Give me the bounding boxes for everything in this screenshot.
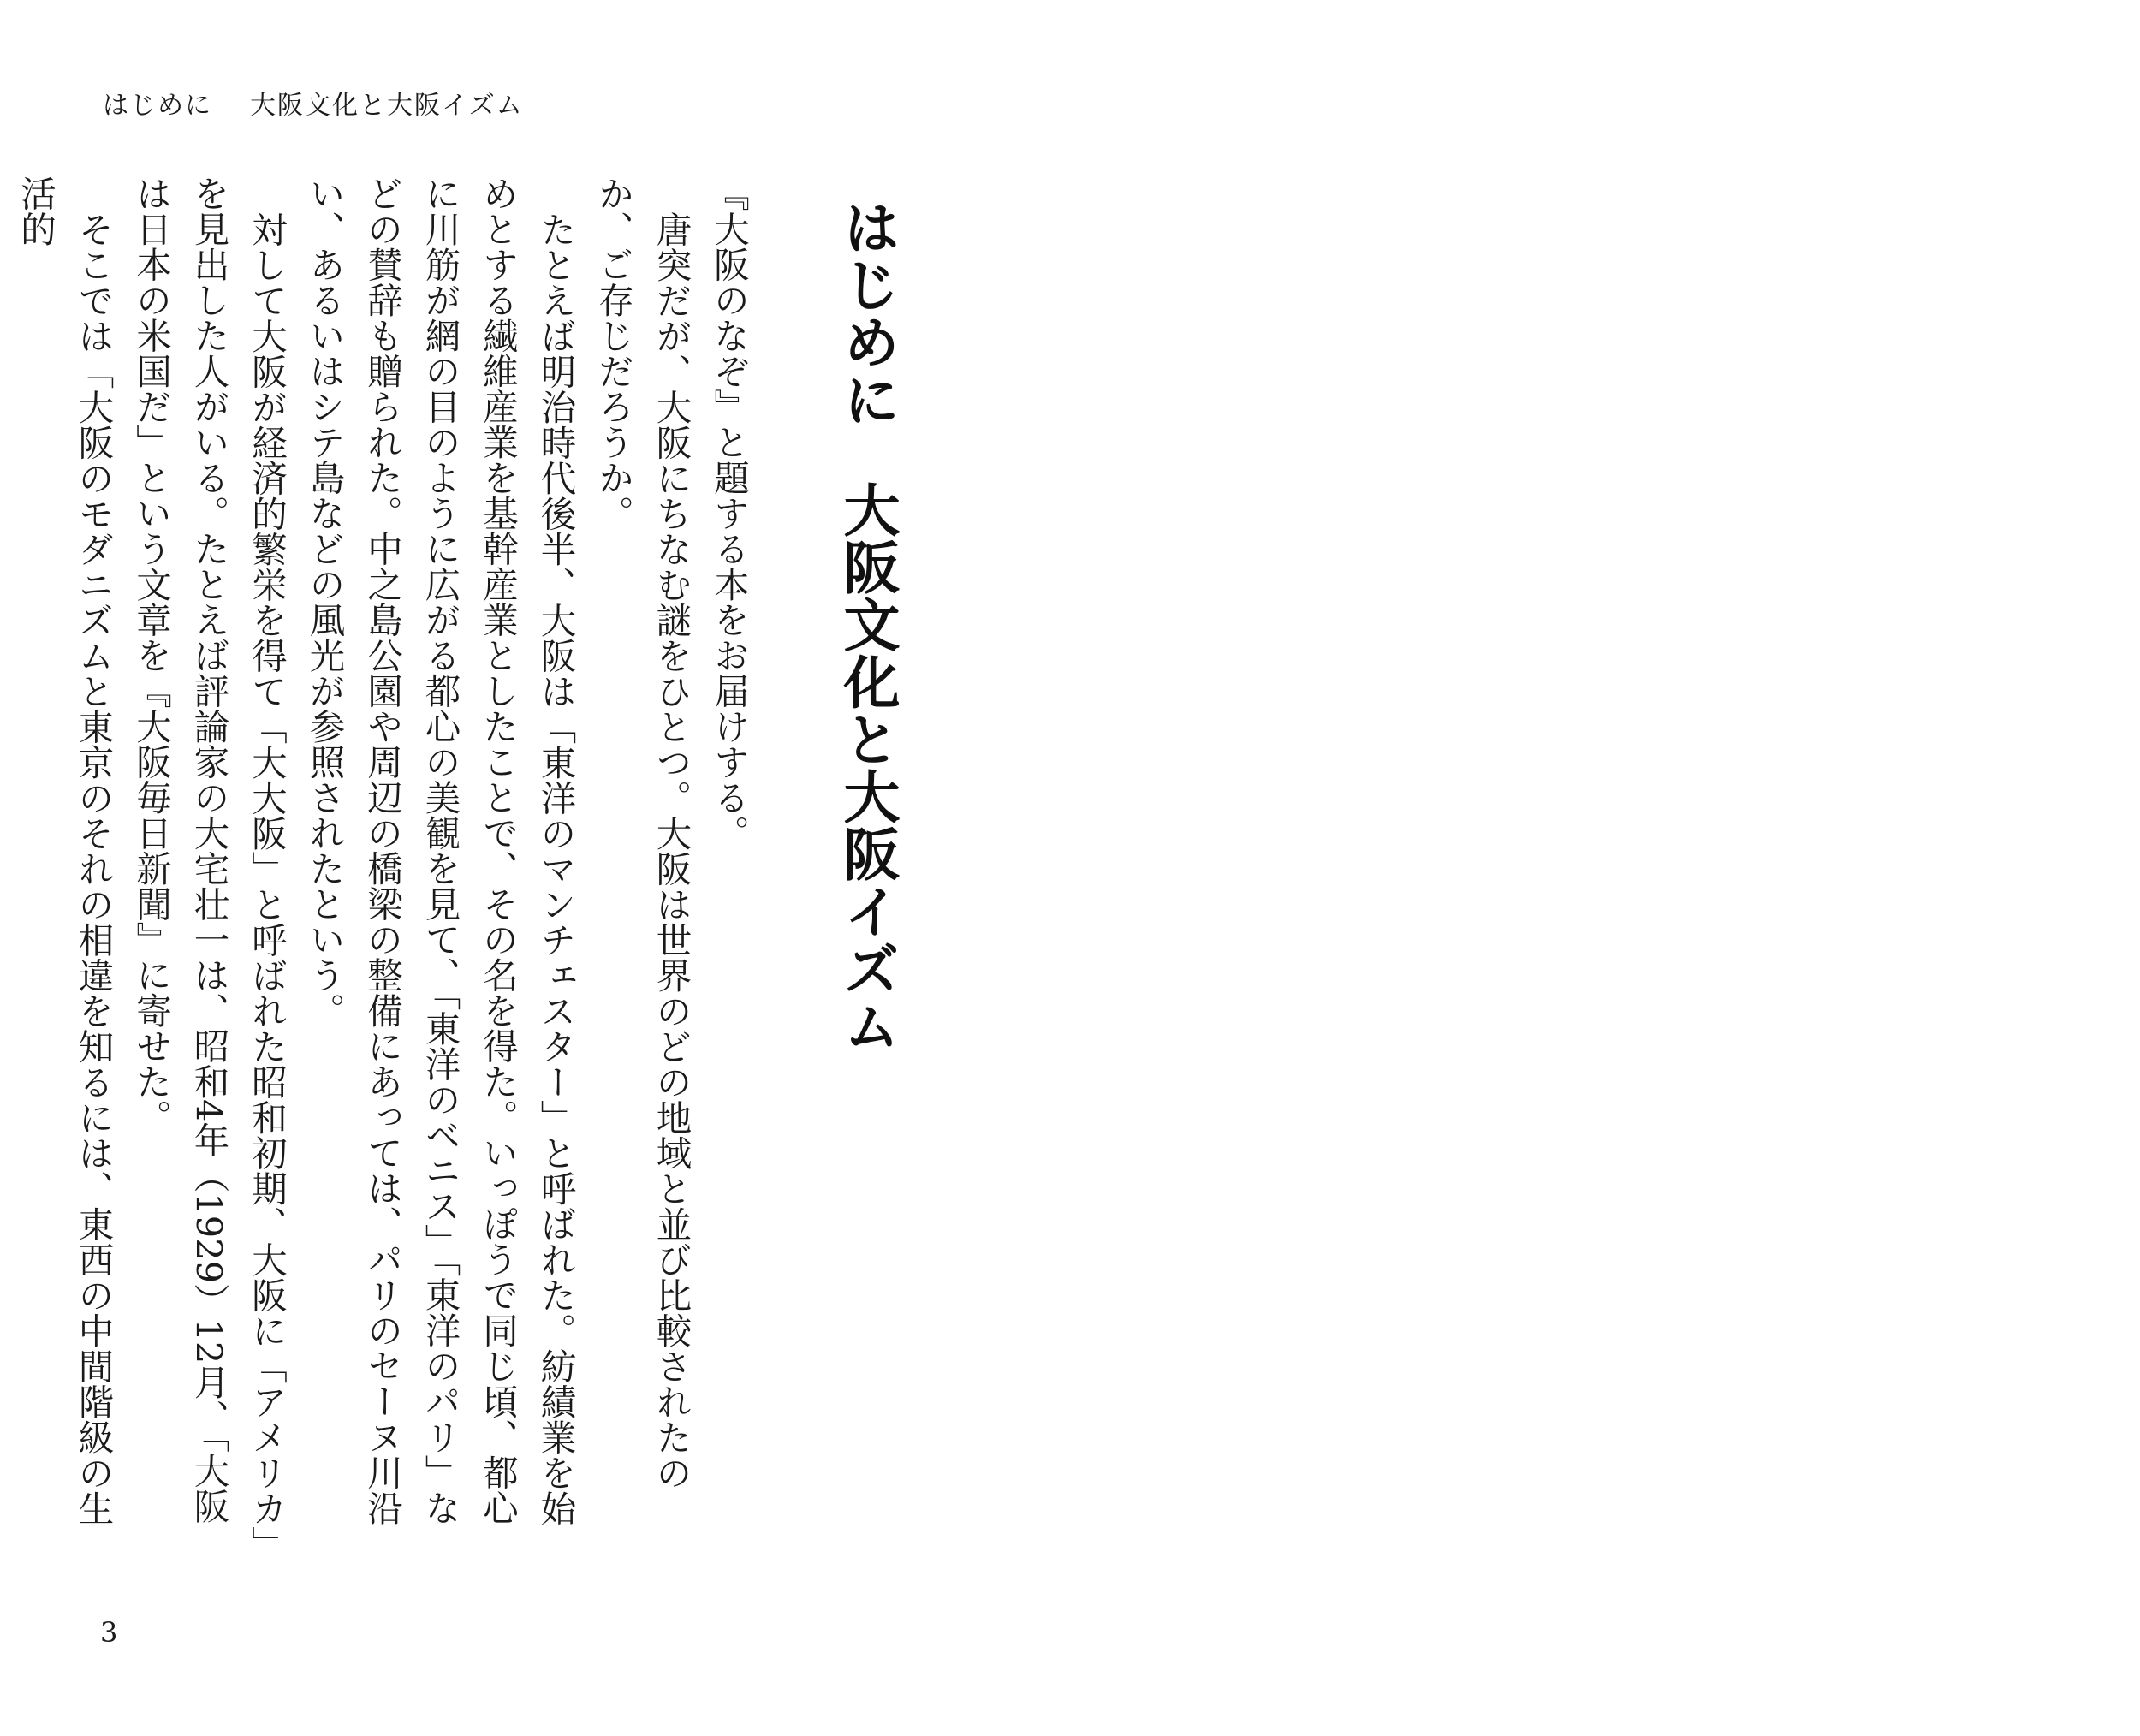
paragraph-3: たとえば明治時代後半、大阪は「東洋のマンチェスター」と呼ばれた。紡績業を始めとする繊維産業を基幹産業としたことで、その名を得た。いっぽうで同じ頃、都心に川筋が網の目のように広がる都心の美観を見て、「東洋のベニス」「東洋のパリ」などの賛辞も贈られた。中之島公園や周辺の橋梁の整備にあっては、パリのセーヌ川沿い、あるいはシテ島などの風光が参照されたという。 xyxy=(303,175,577,1525)
body-text xyxy=(15,175,758,1558)
chapter-title xyxy=(820,199,914,1055)
paragraph-1: 『大阪のなぞ』と題する本をお届けする。 xyxy=(708,175,750,851)
running-head xyxy=(103,84,524,122)
page-number: 3 xyxy=(100,1616,118,1649)
paragraph-5: そこでは「大阪のモダニズムと東京のそれの相違を知るには、東西の中間階級の生活的 xyxy=(15,175,115,1525)
running-head-section: はじめに xyxy=(103,91,212,121)
paragraph-4: 対して大阪が経済的繁栄を得て「大大阪」と呼ばれた昭和初期、大阪に「アメリカ」を見出した人がいる。たとえば評論家の大宅壮一は、昭和4年（1929）12月、「大阪は日本の米国だ」という文章を『大阪毎日新聞』に寄せた。 xyxy=(130,175,288,1543)
chapter-title-main: 大阪文化と大阪イズム xyxy=(834,481,901,1055)
running-head-title: 大阪文化と大阪イズム xyxy=(250,91,524,121)
chapter-title-prefix: はじめに xyxy=(834,199,901,428)
paragraph-2: 唐突だが、大阪にちなむ謎をひとつ。大阪は世界のどの地域と並び比較されたのか、ご存じだろうか。 xyxy=(592,175,693,1490)
